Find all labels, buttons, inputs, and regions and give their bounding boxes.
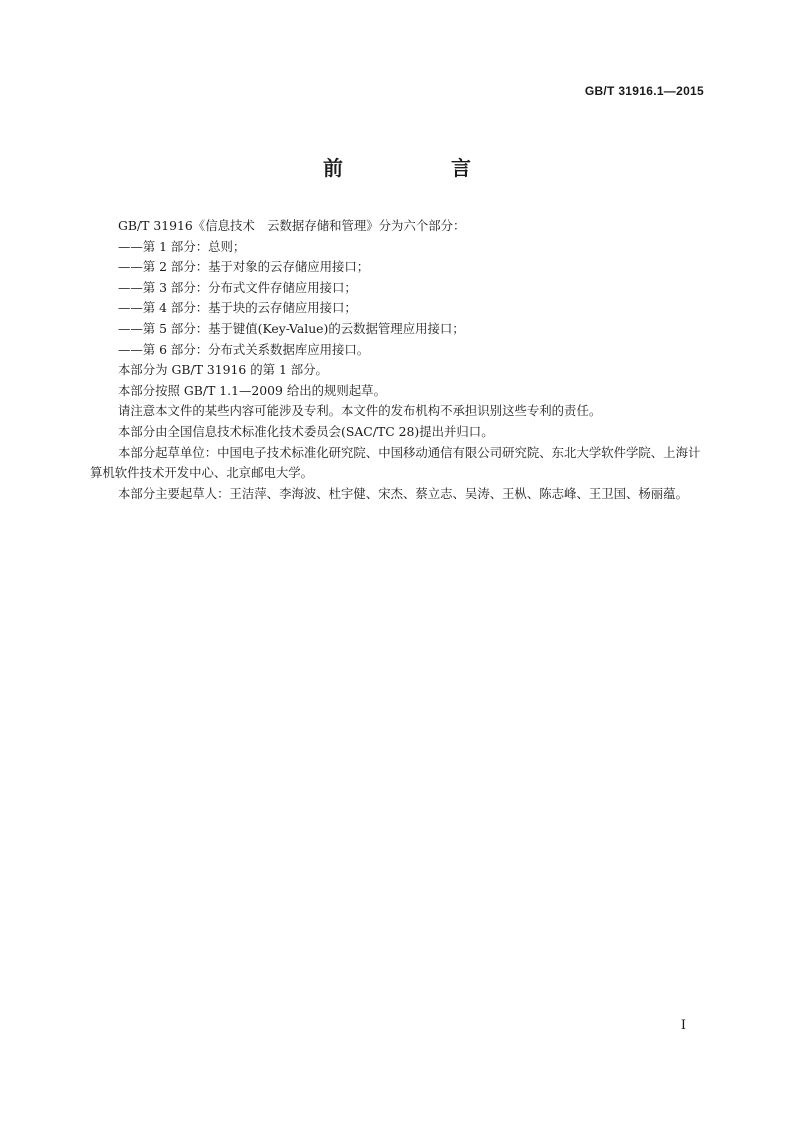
paragraph-drafting-units: 本部分起草单位：中国电子技术标准化研究院、中国移动通信有限公司研究院、东北大学软件学院、上海计算机软件技术开发中心、北京邮电大学。: [90, 444, 701, 481]
foreword-body: [90, 216, 710, 504]
list-item-part-6: ——第 6 部分：分布式关系数据库应用接口。: [118, 341, 370, 357]
paragraph-intro: GB/T 31916《信息技术 云数据存储和管理》分为六个部分：: [118, 218, 466, 233]
standard-code: GB/T 31916.1—2015: [584, 84, 704, 98]
list-item-part-2: ——第 2 部分：基于对象的云存储应用接口；: [118, 259, 370, 275]
page-title: 前 言: [323, 156, 515, 180]
paragraph-part-statement: 本部分为 GB/T 31916 的第 1 部分。: [118, 362, 328, 378]
paragraph-drafting-rules: 本部分按照 GB/T 1.1—2009 给出的规则起草。: [118, 382, 386, 398]
paragraph-proposer: 本部分由全国信息技术标准化技术委员会(SAC/TC 28)提出并归口。: [118, 423, 494, 439]
paragraph-patent-notice: 请注意本文件的某些内容可能涉及专利。本文件的发布机构不承担识别这些专利的责任。: [118, 403, 602, 419]
list-item-part-3: ——第 3 部分：分布式文件存储应用接口；: [118, 279, 357, 295]
list-item-part-1: ——第 1 部分：总则；: [118, 238, 246, 254]
list-item-part-5: ——第 5 部分：基于键值(Key-Value)的云数据管理应用接口；: [118, 320, 465, 336]
list-item-part-4: ——第 4 部分：基于块的云存储应用接口；: [118, 300, 357, 316]
page-number: I: [680, 1018, 686, 1033]
paragraph-drafters: 本部分主要起草人：王洁萍、李海波、杜宇健、宋杰、蔡立志、吴涛、王枞、陈志峰、王卫国、杨丽蕴。: [118, 485, 688, 501]
